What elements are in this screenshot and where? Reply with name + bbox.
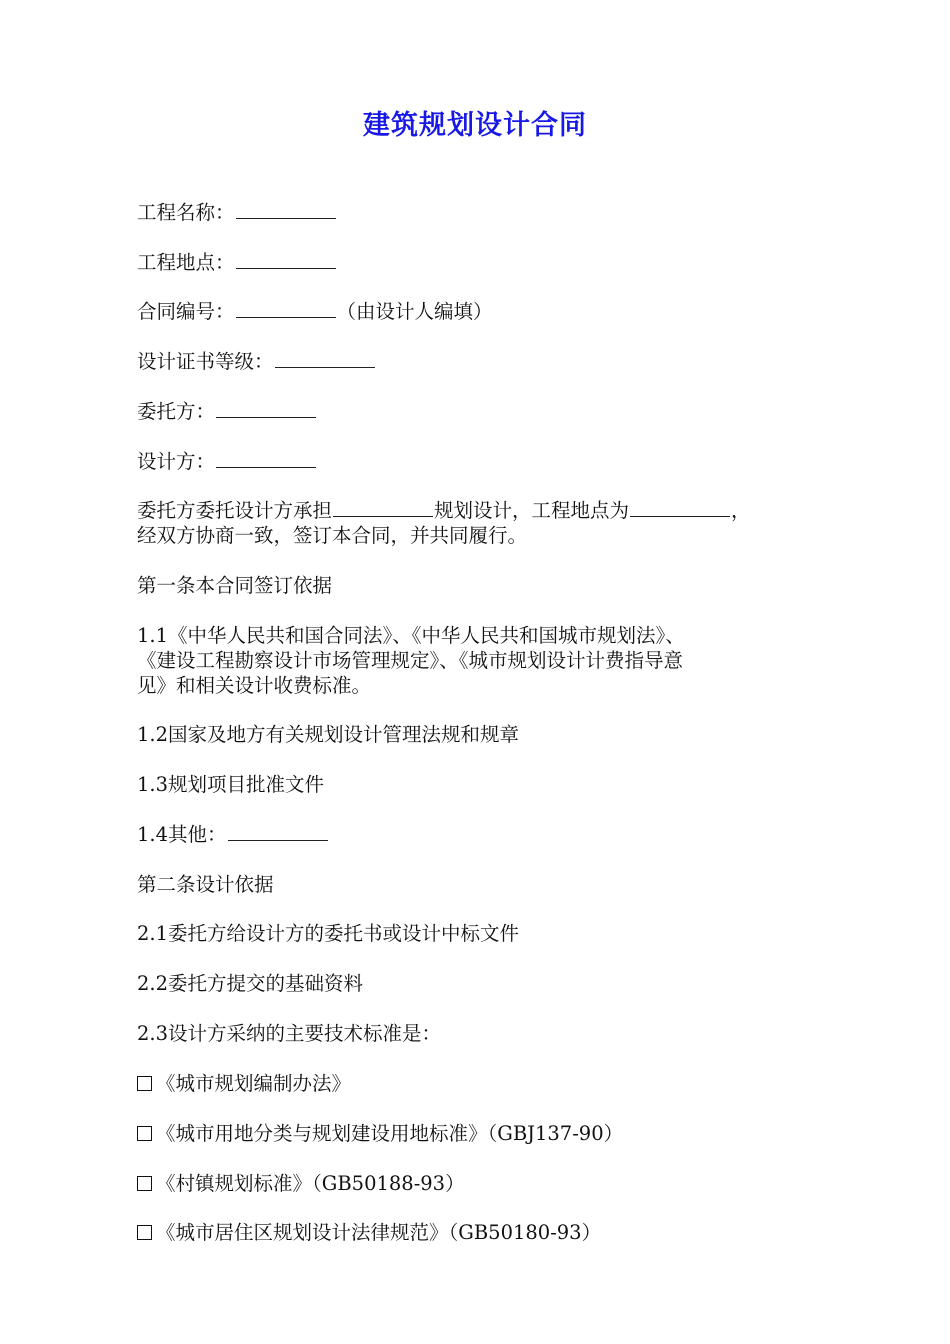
- intro-part-1: 委托方委托设计方承担: [137, 499, 333, 522]
- project-site-blank: [236, 254, 336, 269]
- project-site-label: 工程地点：: [137, 251, 235, 274]
- checkbox-icon[interactable]: [137, 1225, 152, 1240]
- standard-item: [137, 1071, 817, 1096]
- intro-part-2: 规划设计，工程地点为: [434, 499, 630, 522]
- intro-line-2: 经双方协商一致，签订本合同，并共同履行。: [137, 524, 528, 547]
- standard-label: 《城市居住区规划设计法律规范》（GB50180-93）: [156, 1221, 602, 1244]
- project-name-label: 工程名称：: [137, 201, 235, 224]
- standard-item: [137, 1121, 817, 1146]
- project-name-blank: [236, 204, 336, 219]
- cert-level-blank: [275, 353, 375, 368]
- designer-blank: [216, 453, 316, 468]
- article-1-item-4-label: 1.4其他：: [137, 823, 227, 846]
- checkbox-icon[interactable]: [137, 1126, 152, 1141]
- checkbox-icon[interactable]: [137, 1076, 152, 1091]
- cert-level-field: [137, 349, 817, 374]
- contract-number-label: 合同编号：: [137, 300, 235, 323]
- contract-number-blank: [236, 303, 336, 318]
- article-2-item-2: 2.2委托方提交的基础资料: [137, 972, 364, 995]
- intro-paragraph: [137, 498, 817, 548]
- client-label: 委托方：: [137, 400, 216, 423]
- article-2-heading: 第二条设计依据: [137, 873, 274, 896]
- standard-label: 《城市用地分类与规划建设用地标准》（GBJ137-90）: [156, 1122, 624, 1145]
- cert-level-label: 设计证书等级：: [137, 350, 274, 373]
- contract-number-field: [137, 299, 817, 324]
- intro-line-1: [137, 498, 817, 523]
- article-1-heading: 第一条本合同签订依据: [137, 574, 333, 597]
- intro-project-blank: [333, 502, 433, 517]
- article-1-item-1-line-1: 1.1《中华人民共和国合同法》、《中华人民共和国城市规划法》、: [137, 624, 685, 647]
- document-title: 建筑规划设计合同: [363, 110, 587, 141]
- article-1-item-1-line-3: 见》和相关设计收费标准。: [137, 674, 372, 697]
- project-site-field: [137, 250, 817, 275]
- article-1-item-4-blank: [228, 826, 328, 841]
- standard-item: [137, 1171, 817, 1196]
- article-1-item-1: [137, 623, 817, 698]
- contract-number-note: （由设计人编填）: [336, 300, 493, 323]
- standard-label: 《城市规划编制办法》: [156, 1072, 352, 1095]
- standard-label: 《村镇规划标准》（GB50188-93）: [156, 1172, 465, 1195]
- project-name-field: [137, 200, 817, 225]
- intro-part-3: ，: [731, 499, 751, 522]
- article-2-item-1: 2.1委托方给设计方的委托书或设计中标文件: [137, 922, 520, 945]
- client-field: [137, 399, 817, 424]
- article-1-item-4: [137, 822, 817, 847]
- designer-field: [137, 449, 817, 474]
- standard-item: [137, 1220, 817, 1245]
- article-1-item-3: 1.3规划项目批准文件: [137, 773, 325, 796]
- intro-site-blank: [630, 502, 730, 517]
- article-1-item-2: 1.2国家及地方有关规划设计管理法规和规章: [137, 723, 520, 746]
- designer-label: 设计方：: [137, 450, 216, 473]
- checkbox-icon[interactable]: [137, 1176, 152, 1191]
- article-2-item-3: 2.3设计方采纳的主要技术标准是：: [137, 1022, 442, 1045]
- client-blank: [216, 403, 316, 418]
- article-1-item-1-line-2: 《建设工程勘察设计市场管理规定》、《城市规划设计计费指导意: [137, 649, 684, 672]
